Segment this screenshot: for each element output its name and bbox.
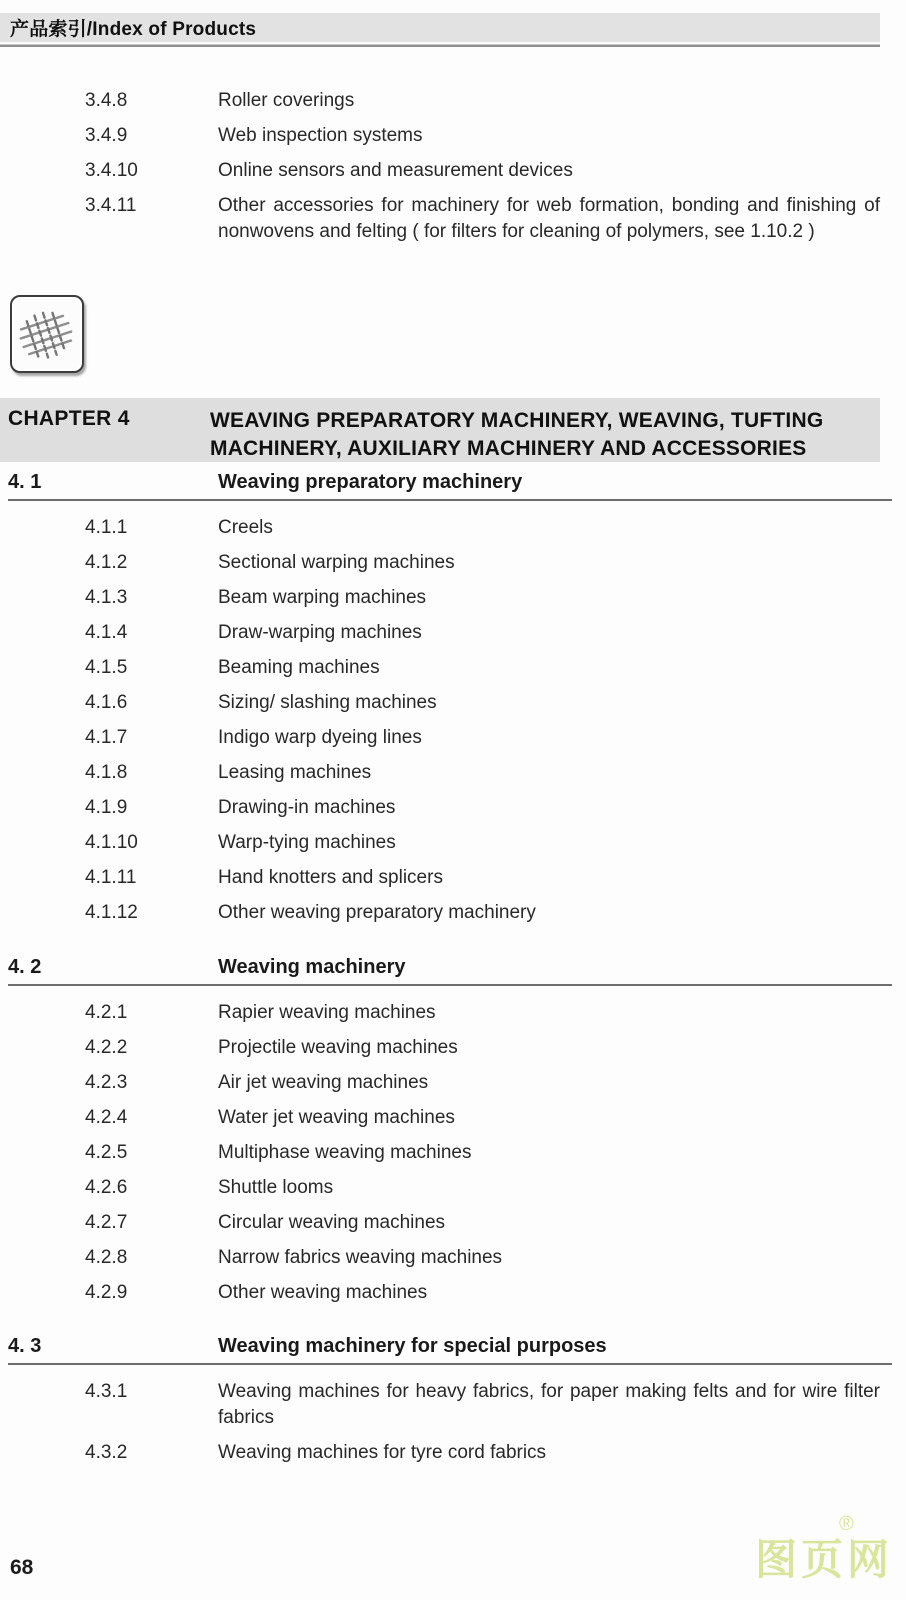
index-number: 4.3.2 <box>85 1442 128 1463</box>
index-number: 4.2.5 <box>85 1142 128 1163</box>
watermark-logo <box>754 1513 893 1592</box>
index-row <box>85 1210 880 1236</box>
index-number: 4.2.7 <box>85 1212 128 1233</box>
index-row <box>85 1280 880 1306</box>
section-header <box>0 955 906 979</box>
index-row <box>85 760 880 786</box>
index-number: 3.4.8 <box>85 90 128 111</box>
woven-fabric-swatch-icon <box>10 295 84 373</box>
section-weaving-machinery <box>0 955 906 1315</box>
chapter-label: CHAPTER 4 <box>8 407 130 430</box>
registered-trademark-icon: ® <box>838 1513 854 1535</box>
section-header <box>0 1334 906 1358</box>
index-label: Beaming machines <box>218 657 380 678</box>
section-index-list <box>0 1365 906 1466</box>
index-number: 4.2.9 <box>85 1282 128 1303</box>
index-number: 4.2.2 <box>85 1037 128 1058</box>
index-label: Beam warping machines <box>218 587 427 608</box>
index-number: 4.3.1 <box>85 1381 128 1402</box>
index-label: Leasing machines <box>218 762 372 783</box>
index-label: Projectile weaving machines <box>218 1037 458 1058</box>
index-label: Sizing/ slashing machines <box>218 692 437 713</box>
index-row <box>85 193 880 245</box>
page-number: 68 <box>10 1556 34 1579</box>
header-divider <box>0 44 880 47</box>
index-number: 4.1.12 <box>85 902 138 923</box>
watermark-text: 图页网 <box>754 1536 893 1583</box>
index-number: 4.1.7 <box>85 727 128 748</box>
index-label: Sectional warping machines <box>218 552 455 573</box>
index-row <box>85 585 880 611</box>
chapter-title-line1: WEAVING PREPARATORY MACHINERY, WEAVING, TUFTING <box>210 409 824 432</box>
index-label: Water jet weaving machines <box>218 1107 455 1128</box>
index-row <box>85 1035 880 1061</box>
index-label: Air jet weaving machines <box>218 1072 429 1093</box>
index-number: 3.4.10 <box>85 160 138 181</box>
index-number: 4.1.8 <box>85 762 128 783</box>
index-row <box>85 515 880 541</box>
section-header <box>0 470 906 494</box>
index-label: Online sensors and measurement devices <box>218 160 573 181</box>
index-number: 4.1.10 <box>85 832 138 853</box>
index-row <box>85 88 880 114</box>
chapter-title <box>210 407 823 462</box>
index-row <box>85 1000 880 1026</box>
index-label: Other weaving preparatory machinery <box>218 902 536 923</box>
index-label: Weaving machines for heavy fabrics, for paper making felts and for wire filter fabrics <box>218 1381 880 1428</box>
index-row <box>85 1245 880 1271</box>
section-number: 4. 3 <box>8 1335 42 1357</box>
index-label: Drawing-in machines <box>218 797 396 818</box>
chapter-heading-band <box>0 398 880 462</box>
section-weaving-preparatory-machinery <box>0 470 906 935</box>
index-number: 4.2.1 <box>85 1002 128 1023</box>
index-row <box>85 550 880 576</box>
index-label: Creels <box>218 517 273 538</box>
index-row <box>85 795 880 821</box>
index-label: Narrow fabrics weaving machines <box>218 1247 503 1268</box>
index-row <box>85 1070 880 1096</box>
section-number: 4. 2 <box>8 956 42 978</box>
index-label: Other accessories for machinery for web formation, bonding and finishing of nonwovens and felting ( for filters for cleaning of polymers, see 1.10.2 ) <box>218 195 880 242</box>
index-label: Warp-tying machines <box>218 832 396 853</box>
index-row <box>85 620 880 646</box>
index-number: 4.2.8 <box>85 1247 128 1268</box>
index-label: Shuttle looms <box>218 1177 334 1198</box>
index-row <box>85 865 880 891</box>
index-label: Rapier weaving machines <box>218 1002 436 1023</box>
index-label: Indigo warp dyeing lines <box>218 727 422 748</box>
index-number: 4.1.3 <box>85 587 128 608</box>
index-number: 3.4.11 <box>85 195 137 216</box>
index-number: 3.4.9 <box>85 125 128 146</box>
index-number: 4.1.11 <box>85 867 137 888</box>
index-row <box>85 158 880 184</box>
index-row <box>85 1175 880 1201</box>
index-row <box>85 1379 880 1431</box>
index-number: 4.1.9 <box>85 797 128 818</box>
index-label: Other weaving machines <box>218 1282 428 1303</box>
section-index-list <box>0 501 906 926</box>
intro-index-list <box>0 88 906 254</box>
index-number: 4.1.2 <box>85 552 128 573</box>
index-row <box>85 1140 880 1166</box>
woven-mesh-drawing <box>16 302 78 366</box>
index-row <box>85 725 880 751</box>
section-title: Weaving machinery for special purposes <box>218 1335 607 1357</box>
index-number: 4.1.5 <box>85 657 128 678</box>
section-weaving-machinery-special-purposes <box>0 1334 906 1475</box>
section-title: Weaving machinery <box>218 956 406 978</box>
index-label: Roller coverings <box>218 90 355 111</box>
index-label: Web inspection systems <box>218 125 423 146</box>
index-row <box>85 1440 880 1466</box>
index-number: 4.2.4 <box>85 1107 128 1128</box>
index-label: Draw-warping machines <box>218 622 422 643</box>
index-number: 4.1.1 <box>85 517 128 538</box>
section-title: Weaving preparatory machinery <box>218 471 523 493</box>
index-number: 4.2.3 <box>85 1072 128 1093</box>
index-label: Weaving machines for tyre cord fabrics <box>218 1442 547 1463</box>
index-row <box>85 900 880 926</box>
index-row <box>85 690 880 716</box>
index-label: Multiphase weaving machines <box>218 1142 472 1163</box>
chapter-title-line2: MACHINERY, AUXILIARY MACHINERY AND ACCESSORIES <box>210 437 807 460</box>
index-label: Hand knotters and splicers <box>218 867 443 888</box>
index-row <box>85 123 880 149</box>
index-number: 4.1.6 <box>85 692 128 713</box>
index-number: 4.2.6 <box>85 1177 128 1198</box>
page-header-title: 产品索引/Index of Products <box>10 19 257 40</box>
index-row <box>85 830 880 856</box>
index-number: 4.1.4 <box>85 622 128 643</box>
index-row <box>85 655 880 681</box>
index-label: Circular weaving machines <box>218 1212 446 1233</box>
section-index-list <box>0 986 906 1306</box>
section-number: 4. 1 <box>8 471 42 493</box>
page-header-bar <box>0 13 880 42</box>
index-row <box>85 1105 880 1131</box>
